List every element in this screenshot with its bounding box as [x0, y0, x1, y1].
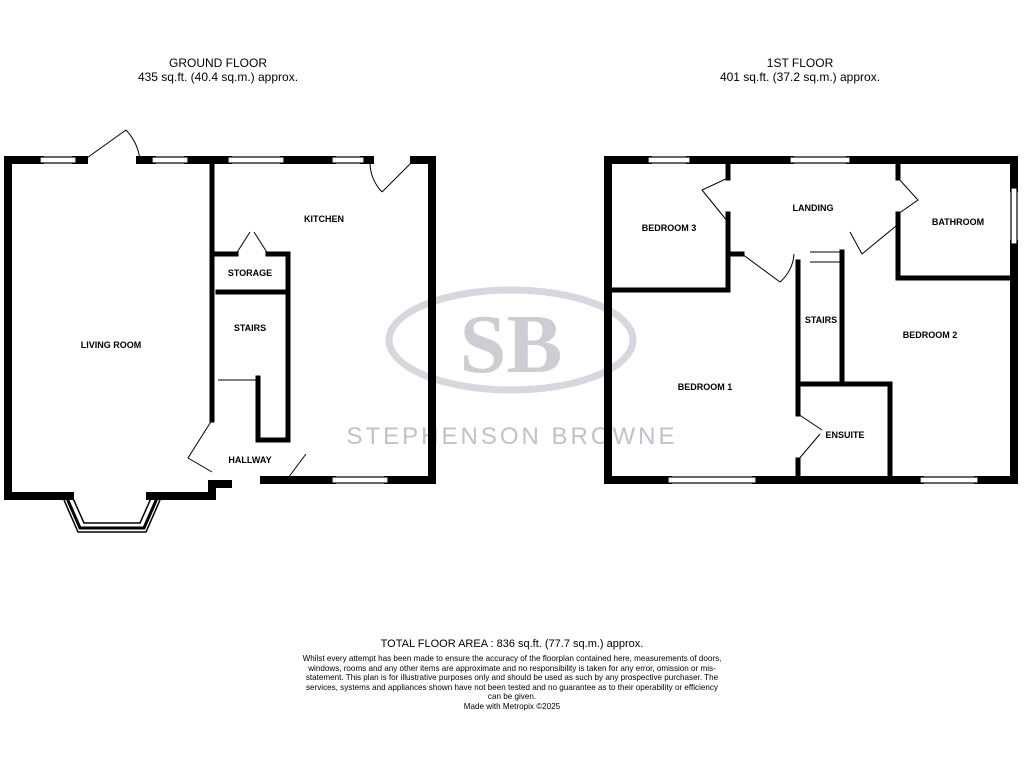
bedroom-2-label: BEDROOM 2 — [902, 330, 958, 340]
made-with-credit: Made with Metropix ©2025 — [463, 701, 561, 711]
ensuite-label: ENSUITE — [825, 430, 865, 440]
landing-label: LANDING — [792, 203, 834, 213]
bedroom-3-label: BEDROOM 3 — [641, 223, 697, 233]
ground-floor-title: GROUND FLOOR — [168, 56, 267, 70]
ground-stairs-label: STAIRS — [233, 323, 267, 333]
living-room-label: LIVING ROOM — [80, 340, 142, 350]
ground-floor-plan — [8, 130, 432, 532]
ground-floor-area: 435 sq.ft. (40.4 sq.m.) approx. — [137, 70, 299, 84]
hallway-label: HALLWAY — [228, 455, 272, 465]
total-floor-area: TOTAL FLOOR AREA : 836 sq.ft. (77.7 sq.m.) approx. — [380, 638, 644, 650]
first-floor-area: 401 sq.ft. (37.2 sq.m.) approx. — [719, 70, 881, 84]
disclaimer-text: Whilst every attempt has been made to ensure the accuracy of the floorplan contained here, measurements of doors, windows, rooms and any other items are approximate and no responsibility is taken for any error, omission or mis-statement. This plan is for illustrative purposes only and should be used as such by any prospective purchaser. The services, systems and appliances shown have not been tested and no guarantee as to their operability or efficiency can be given. — [302, 654, 722, 702]
ground-floor-internal-walls — [212, 164, 288, 440]
first-stairs-label: STAIRS — [804, 315, 838, 325]
kitchen-label: KITCHEN — [304, 214, 344, 224]
footer — [300, 637, 724, 712]
watermark — [346, 290, 677, 450]
first-floor-title: 1ST FLOOR — [766, 56, 834, 70]
bay-window — [64, 496, 160, 532]
bathroom-label: BATHROOM — [931, 217, 985, 227]
watermark-brand: STEPHENSON BROWNE — [346, 423, 678, 450]
storage-label: STORAGE — [227, 268, 273, 278]
bedroom-1-label: BEDROOM 1 — [677, 382, 733, 392]
watermark-monogram: SB — [459, 298, 563, 391]
